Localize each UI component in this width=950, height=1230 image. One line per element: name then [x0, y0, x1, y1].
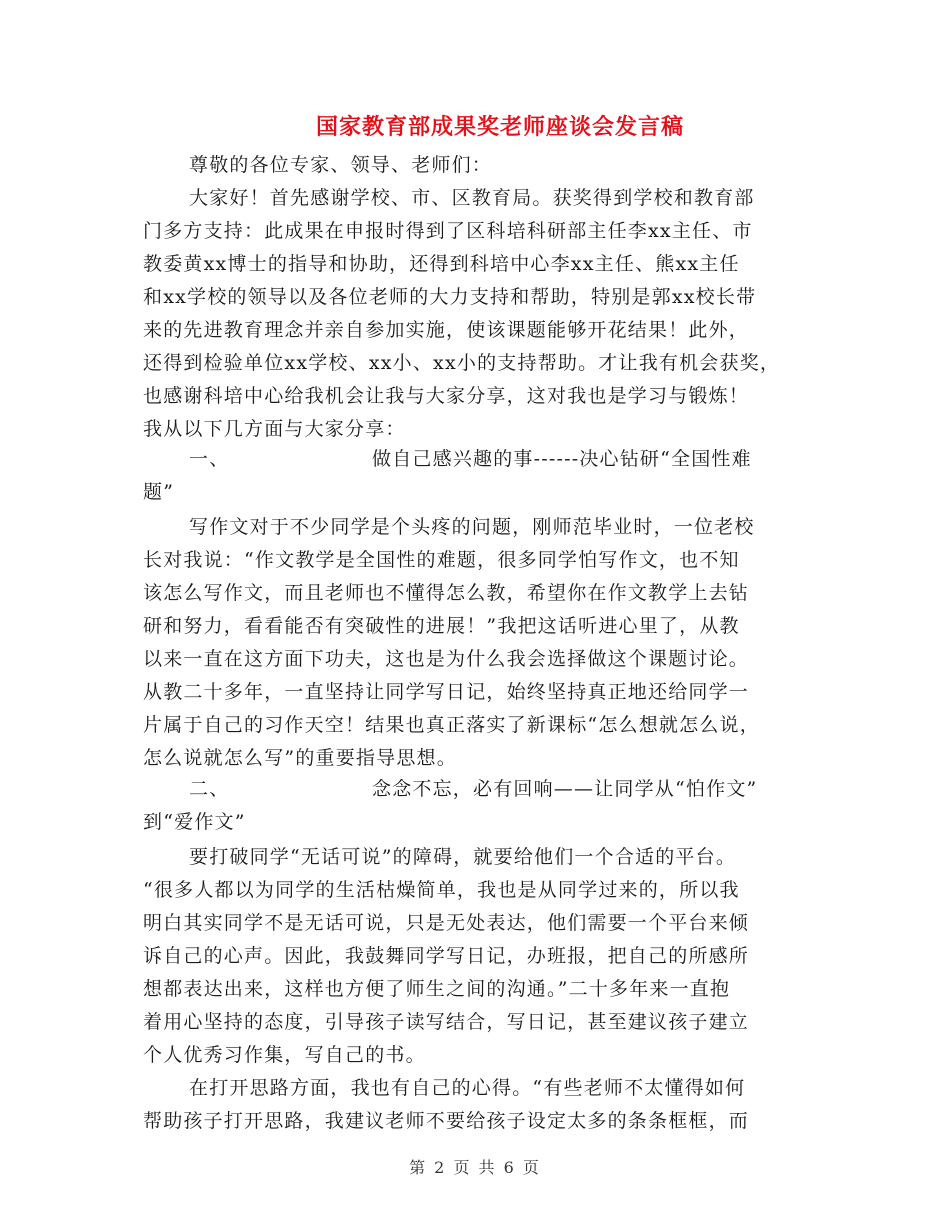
body-line: 门多方支持：此成果在申报时得到了区科培科研部主任李xx主任、市: [143, 220, 753, 242]
section-number: 一、: [189, 448, 230, 470]
body-line: 我从以下几方面与大家分享：: [143, 418, 406, 440]
body-line: 研和努力，看看能否有突破性的进展！”我把这话听进心里了，从教: [143, 615, 740, 637]
body-line: 和xx学校的领导以及各位老师的大力支持和帮助，特别是郭xx校长带: [143, 286, 757, 308]
body-line: 帮助孩子打开思路，我建议老师不要给孩子设定太多的条条框框，而: [143, 1110, 750, 1132]
body-line: 诉自己的心声。因此，我鼓舞同学写日记，办班报，把自己的所感所: [143, 945, 750, 967]
body-line: 长对我说：“作文教学是全国性的难题，很多同学怕写作文，也不知: [143, 549, 740, 571]
body-line: 尊敬的各位专家、领导、老师们：: [189, 154, 493, 176]
section-heading: 做自己感兴趣的事------决心钻研“全国性难: [372, 448, 752, 470]
body-line: 在打开思路方面，我也有自己的心得。“有些老师不太懂得如何: [189, 1077, 746, 1099]
body-line: 该怎么写作文，而且老师也不懂得怎么教，希望你在作文教学上去钻: [143, 582, 750, 604]
body-line: 以来一直在这方面下功夫，这也是为什么我会选择做这个课题讨论。: [143, 648, 750, 670]
body-line: 写作文对于不少同学是个头疼的问题，刚师范毕业时，一位老校: [189, 516, 755, 538]
section-heading-cont: 到“爱作文”: [143, 811, 246, 833]
body-line: 明白其实同学不是无话可说，只是无处表达，他们需要一个平台来倾: [143, 912, 750, 934]
body-line: “很多人都以为同学的生活枯燥简单，我也是从同学过来的，所以我: [143, 879, 740, 901]
body-line: 还得到检验单位xx学校、xx小、xx小的支持帮助。才让我有机会获奖，: [143, 352, 781, 374]
body-line: 怎么说就怎么写”的重要指导思想。: [143, 747, 457, 769]
body-line: 教委黄xx博士的指导和协助，还得到科培中心李xx主任、熊xx主任: [143, 253, 740, 275]
body-line: 也感谢科培中心给我机会让我与大家分享，这对我也是学习与锻炼！: [143, 385, 750, 407]
section-number: 二、: [189, 778, 230, 800]
page-footer: 第 2 页 共 6 页: [409, 1158, 541, 1177]
body-line: 要打破同学“无话可说”的障碍，就要给他们一个合适的平台。: [189, 846, 737, 868]
body-line: 个人优秀习作集，写自己的书。: [143, 1044, 426, 1066]
body-line: 大家好！首先感谢学校、市、区教育局。获奖得到学校和教育部: [189, 187, 755, 209]
body-line: 着用心坚持的态度，引导孩子读写结合，写日记，甚至建议孩子建立: [143, 1011, 750, 1033]
body-line: 想都表达出来，这样也方便了师生之间的沟通。”二十多年来一直抱: [143, 978, 731, 1000]
body-line: 片属于自己的习作天空！结果也真正落实了新课标“怎么想就怎么说，: [143, 714, 760, 736]
body-line: 来的先进教育理念并亲自参加实施，使该课题能够开花结果！此外，: [143, 319, 750, 341]
section-heading-cont: 题”: [143, 481, 175, 503]
document-title: 国家教育部成果奖老师座谈会发言稿: [315, 114, 684, 140]
body-line: 从教二十多年，一直坚持让同学写日记，始终坚持真正地还给同学一: [143, 681, 750, 703]
section-heading: 念念不忘，必有回响——让同学从“怕作文”: [372, 778, 758, 800]
